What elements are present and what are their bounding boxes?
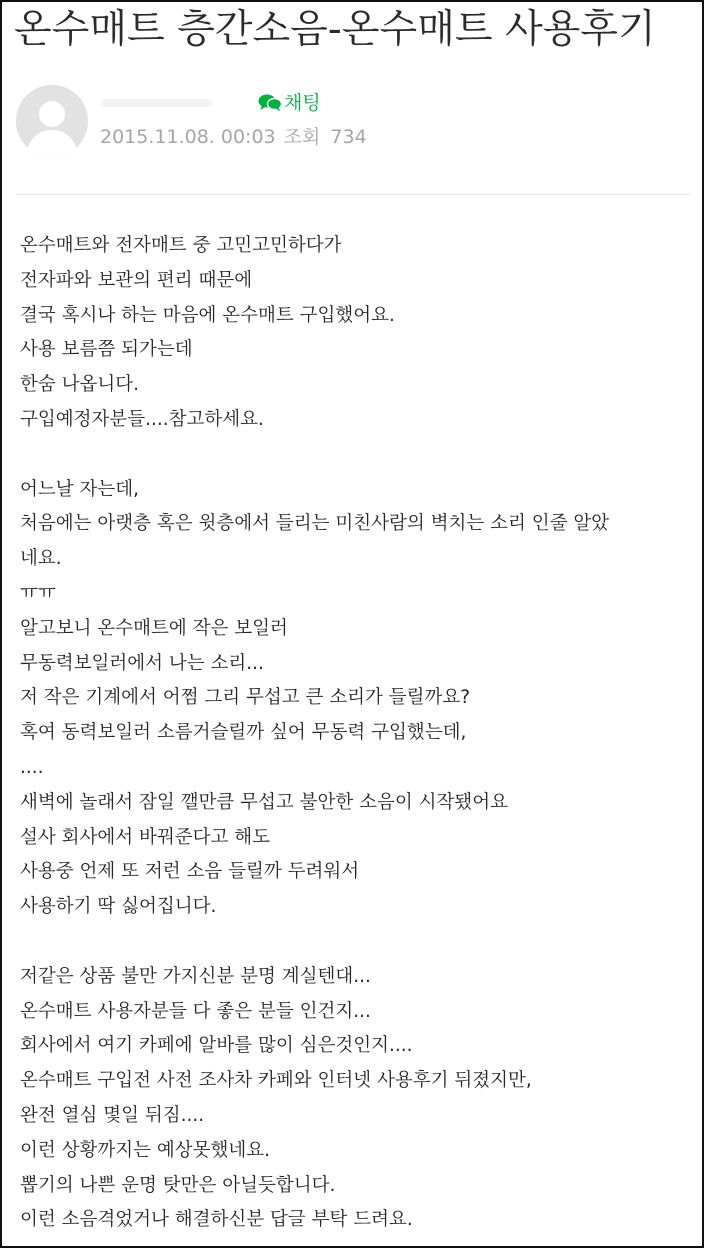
body-line: 이런 소음격었거나 해결하신분 답글 부탁 드려요. — [20, 1209, 413, 1231]
post-title: 온수매트 층간소음-온수매트 사용후기 — [14, 7, 656, 52]
body-line: 회사에서 여기 카페에 알바를 많이 심은것인지.... — [20, 1035, 413, 1057]
body-line: .... — [20, 756, 44, 778]
body-line: 설사 회사에서 바꿔준다고 해도 — [20, 826, 270, 848]
body-line: 구입예정자분들....참고하세요. — [20, 408, 264, 430]
blank-line — [20, 925, 692, 960]
views-count: 734 — [330, 126, 367, 148]
author-name-redacted[interactable] — [102, 94, 222, 112]
body-line: 사용하기 딱 싫어집니다. — [20, 896, 217, 918]
body-line: 결국 혹시나 하는 마음에 온수매트 구입했어요. — [20, 304, 395, 326]
body-line: 저 작은 기계에서 어쩜 그리 무섭고 큰 소리가 들릴까요? — [20, 687, 471, 709]
chat-button[interactable] — [258, 90, 321, 116]
chat-bubble-icon — [258, 93, 282, 113]
body-line: 온수매트와 전자매트 중 고민고민하다가 — [20, 235, 342, 256]
body-line: 뽑기의 나쁜 운명 탓만은 아닐듯합니다. — [20, 1174, 336, 1196]
body-line: 온수매트 구입전 사전 조사차 카페와 인터넷 사용후기 뒤졌지만, — [20, 1070, 532, 1092]
body-line: 새벽에 놀래서 잠일 깰만큼 무섭고 불안한 소음이 시작됐어요 — [20, 791, 508, 813]
body-line: 사용중 언제 또 저런 소음 들릴까 두려워서 — [20, 861, 360, 883]
body-line: 네요. — [20, 548, 62, 570]
post-meta — [100, 124, 367, 150]
profile-avatar-icon[interactable] — [16, 85, 88, 157]
body-line: 무동력보일러에서 나는 소리... — [20, 652, 264, 674]
chat-label: 채팅 — [284, 92, 321, 114]
body-line: 온수매트 사용자분들 다 좋은 분들 인건지... — [20, 1000, 371, 1022]
views-label: 조회 — [283, 126, 321, 148]
body-line: 처음에는 아랫층 혹은 윗층에서 들리는 미친사람의 벽치는 소리 인줄 알았 — [20, 513, 610, 535]
body-line: 완전 열심 몇일 뒤짐.... — [20, 1104, 205, 1126]
body-line: 알고보니 온수매트에 작은 보일러 — [20, 617, 288, 639]
body-line: 전자파와 보관의 편리 때문에 — [20, 269, 253, 291]
body-line: 한숨 나옵니다. — [20, 374, 139, 396]
body-line: 어느날 자는데, — [20, 478, 139, 500]
body-line: 이런 상황까지는 예상못했네요. — [20, 1139, 270, 1161]
blank-line — [20, 438, 692, 473]
post-date: 2015.11.08. 00:03 — [100, 126, 276, 148]
body-line: 사용 보름쯤 되가는데 — [20, 339, 193, 361]
body-line: 혹여 동력보일러 소름거슬릴까 싶어 무동력 구입했는데, — [20, 722, 467, 744]
body-line: 저같은 상품 불만 가지신분 분명 계실텐대... — [20, 965, 371, 987]
header-divider — [16, 194, 690, 195]
body-line: ㅠㅠ — [20, 582, 56, 604]
post-body — [20, 229, 692, 1238]
